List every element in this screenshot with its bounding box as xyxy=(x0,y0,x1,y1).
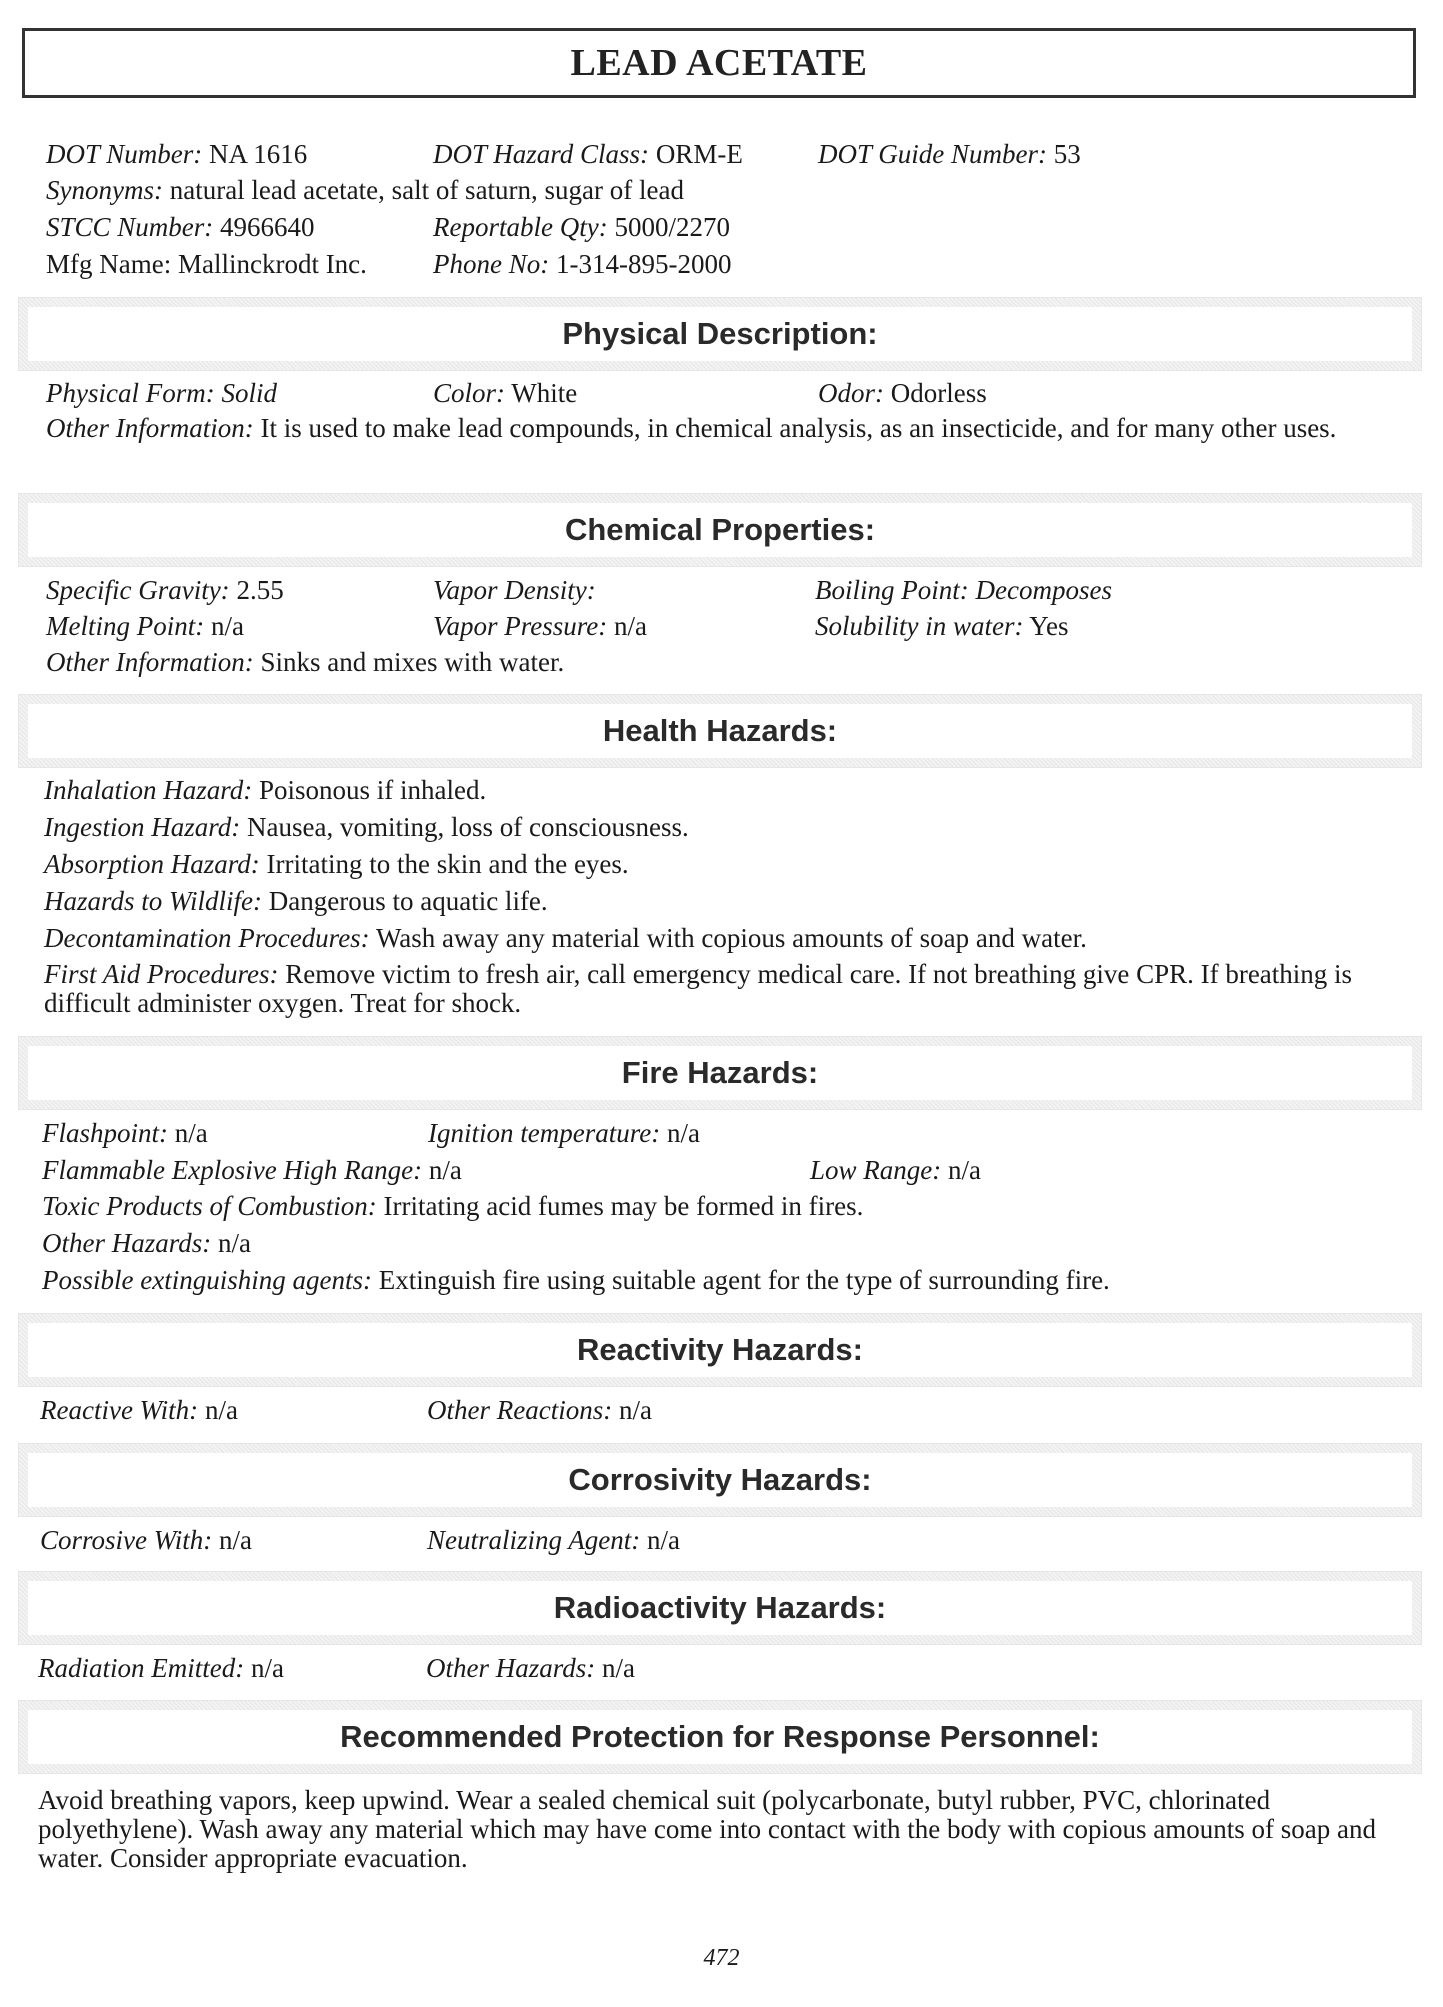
color-label: Color: xyxy=(433,378,506,408)
solubility-field xyxy=(815,610,1069,642)
corrosive-with-label: Corrosive With: xyxy=(40,1525,213,1555)
stcc-number-label: STCC Number: xyxy=(46,212,214,242)
phone-no-value: 1-314-895-2000 xyxy=(555,249,732,279)
other-hazards-value: n/a xyxy=(218,1228,252,1258)
section-title: Radioactivity Hazards: xyxy=(553,1590,887,1625)
reportable-qty-label: Reportable Qty: xyxy=(433,212,608,242)
section-header-corrosivity-hazards xyxy=(18,1443,1422,1517)
page-number: 472 xyxy=(703,1945,740,1971)
extinguishing-agents-field xyxy=(42,1264,1110,1296)
specific-gravity-label: Specific Gravity: xyxy=(46,575,230,605)
section-header-health-hazards xyxy=(18,694,1422,768)
section-header-chemical-properties xyxy=(18,493,1422,567)
other-information-label: Other Information: xyxy=(46,413,254,443)
radiation-emitted-label: Radiation Emitted: xyxy=(38,1653,245,1683)
physical-form-value: Solid xyxy=(221,378,277,408)
dot-hazard-class-value: ORM-E xyxy=(655,139,743,169)
color-field xyxy=(433,377,577,409)
mfg-name-value: Mallinckrodt Inc. xyxy=(177,249,367,279)
physical-form-field xyxy=(46,377,277,409)
other-fire-hazards-field xyxy=(42,1227,251,1259)
vapor-density-field xyxy=(433,574,596,606)
decontamination-label: Decontamination Procedures: xyxy=(44,923,370,953)
melting-point-field xyxy=(46,610,244,642)
toxic-products-field xyxy=(42,1190,863,1222)
reportable-qty-value: 5000/2270 xyxy=(614,212,730,242)
physical-other-information xyxy=(46,414,1396,443)
wildlife-hazard-label: Hazards to Wildlife: xyxy=(44,886,263,916)
section-header-fire-hazards xyxy=(18,1036,1422,1110)
flammable-high-range-label: Flammable Explosive High Range: xyxy=(42,1155,423,1185)
page-title: LEAD ACETATE xyxy=(570,42,868,84)
mfg-name-label: Mfg Name: xyxy=(46,249,172,279)
dot-hazard-class-field xyxy=(433,138,743,170)
absorption-hazard-value: Irritating to the skin and the eyes. xyxy=(266,849,629,879)
section-title: Fire Hazards: xyxy=(621,1055,819,1090)
extinguishing-agents-value: Extinguish fire using suitable agent for the type of surrounding fire. xyxy=(378,1265,1110,1295)
toxic-products-label: Toxic Products of Combustion: xyxy=(42,1191,377,1221)
flammable-high-range-field xyxy=(42,1154,462,1186)
ignition-temperature-field xyxy=(428,1117,700,1149)
color-value: White xyxy=(511,378,578,408)
specific-gravity-value: 2.55 xyxy=(236,575,284,605)
dot-guide-number-field xyxy=(818,138,1081,170)
dot-hazard-class-label: DOT Hazard Class: xyxy=(433,139,650,169)
decontamination-value: Wash away any material with copious amounts of soap and water. xyxy=(375,923,1087,953)
odor-value: Odorless xyxy=(890,378,987,408)
corrosive-with-value: n/a xyxy=(219,1525,252,1555)
section-title: Chemical Properties: xyxy=(564,512,876,547)
wildlife-hazard-value: Dangerous to aquatic life. xyxy=(268,886,548,916)
first-aid-field xyxy=(44,960,1404,1018)
chemical-other-information xyxy=(46,646,564,678)
flammable-high-range-value: n/a xyxy=(428,1155,462,1185)
inhalation-hazard-value: Poisonous if inhaled. xyxy=(259,775,487,805)
vapor-pressure-field xyxy=(433,610,647,642)
first-aid-label: First Aid Procedures: xyxy=(44,959,279,989)
phone-no-label: Phone No: xyxy=(433,249,550,279)
reportable-qty-field xyxy=(433,211,730,243)
neutralizing-agent-value: n/a xyxy=(647,1525,680,1555)
ingestion-hazard-value: Nausea, vomiting, loss of consciousness. xyxy=(247,812,689,842)
boiling-point-field xyxy=(815,574,1112,606)
dot-number-label: DOT Number: xyxy=(46,139,203,169)
vapor-pressure-value: n/a xyxy=(613,611,647,641)
flashpoint-label: Flashpoint: xyxy=(42,1118,168,1148)
dot-guide-number-value: 53 xyxy=(1053,139,1081,169)
other-information-value: Sinks and mixes with water. xyxy=(260,647,565,677)
dot-guide-number-label: DOT Guide Number: xyxy=(818,139,1047,169)
title-box xyxy=(22,28,1416,98)
neutralizing-agent-field xyxy=(427,1524,680,1556)
odor-field xyxy=(818,377,987,409)
inhalation-hazard-field xyxy=(44,774,486,806)
vapor-density-label: Vapor Density: xyxy=(433,575,596,605)
reactive-with-label: Reactive With: xyxy=(40,1395,199,1425)
radiation-emitted-value: n/a xyxy=(250,1653,284,1683)
solubility-label: Solubility in water: xyxy=(815,611,1024,641)
flashpoint-field xyxy=(42,1117,208,1149)
section-title: Reactivity Hazards: xyxy=(576,1332,863,1367)
dot-number-value: NA 1616 xyxy=(209,139,308,169)
other-hazards-label: Other Hazards: xyxy=(42,1228,212,1258)
odor-label: Odor: xyxy=(818,378,884,408)
other-information-label: Other Information: xyxy=(46,647,254,677)
solubility-value: Yes xyxy=(1029,611,1069,641)
boiling-point-value: Decomposes xyxy=(975,575,1112,605)
stcc-number-value: 4966640 xyxy=(220,212,315,242)
low-range-label: Low Range: xyxy=(810,1155,942,1185)
extinguishing-agents-label: Possible extinguishing agents: xyxy=(42,1265,372,1295)
flashpoint-value: n/a xyxy=(174,1118,208,1148)
section-header-reactivity-hazards xyxy=(18,1313,1422,1387)
first-aid-value: Remove victim to fresh air, call emergency medical care. If not breathing give CPR. If breathing is difficult administer oxygen. Treat for shock. xyxy=(44,959,1353,1018)
physical-form-label: Physical Form: xyxy=(46,378,215,408)
other-radioactivity-hazards-field xyxy=(426,1652,635,1684)
other-reactions-field xyxy=(427,1394,652,1426)
reactive-with-value: n/a xyxy=(204,1395,238,1425)
toxic-products-value: Irritating acid fumes may be formed in fires. xyxy=(383,1191,864,1221)
ingestion-hazard-label: Ingestion Hazard: xyxy=(44,812,241,842)
section-title: Recommended Protection for Response Personnel: xyxy=(340,1719,1100,1754)
stcc-number-field xyxy=(46,211,315,243)
melting-point-value: n/a xyxy=(210,611,244,641)
section-header-physical-description xyxy=(18,297,1422,371)
inhalation-hazard-label: Inhalation Hazard: xyxy=(44,775,253,805)
vapor-pressure-label: Vapor Pressure: xyxy=(433,611,608,641)
other-information-value: It is used to make lead compounds, in chemical analysis, as an insecticide, and for many other uses. xyxy=(260,413,1337,443)
other-reactions-label: Other Reactions: xyxy=(427,1395,613,1425)
synonyms-field xyxy=(46,174,684,206)
section-title: Health Hazards: xyxy=(602,713,838,748)
other-reactions-value: n/a xyxy=(618,1395,652,1425)
ingestion-hazard-field xyxy=(44,811,689,843)
corrosive-with-field xyxy=(40,1524,252,1556)
radiation-emitted-field xyxy=(38,1652,284,1684)
melting-point-label: Melting Point: xyxy=(46,611,205,641)
other-hazards-value: n/a xyxy=(602,1653,636,1683)
synonyms-label: Synonyms: xyxy=(46,175,163,205)
phone-no-field xyxy=(433,248,731,280)
low-range-value: n/a xyxy=(948,1155,981,1185)
absorption-hazard-label: Absorption Hazard: xyxy=(44,849,260,879)
specific-gravity-field xyxy=(46,574,284,606)
reactive-with-field xyxy=(40,1394,238,1426)
section-header-recommended-protection xyxy=(18,1700,1422,1774)
synonyms-value: natural lead acetate, salt of saturn, sugar of lead xyxy=(169,175,684,205)
boiling-point-label: Boiling Point: xyxy=(815,575,969,605)
section-header-radioactivity-hazards xyxy=(18,1571,1422,1645)
wildlife-hazard-field xyxy=(44,885,548,917)
decontamination-field xyxy=(44,922,1087,954)
neutralizing-agent-label: Neutralizing Agent: xyxy=(427,1525,641,1555)
protection-text: Avoid breathing vapors, keep upwind. Wear a sealed chemical suit (polycarbonate, butyl rubber, PVC, chlorinated polyethylene). Wash away any material which may have come into contact with the body with copious amounts of soap and water. Consider appropriate evacuation. xyxy=(38,1785,1376,1873)
ignition-temperature-value: n/a xyxy=(666,1118,700,1148)
section-title: Corrosivity Hazards: xyxy=(568,1462,872,1497)
low-range-field xyxy=(810,1154,981,1186)
dot-number-field xyxy=(46,138,307,170)
mfg-name-field xyxy=(46,248,367,280)
absorption-hazard-field xyxy=(44,848,629,880)
ignition-temperature-label: Ignition temperature: xyxy=(428,1118,661,1148)
other-hazards-label: Other Hazards: xyxy=(426,1653,596,1683)
section-title: Physical Description: xyxy=(562,316,878,351)
